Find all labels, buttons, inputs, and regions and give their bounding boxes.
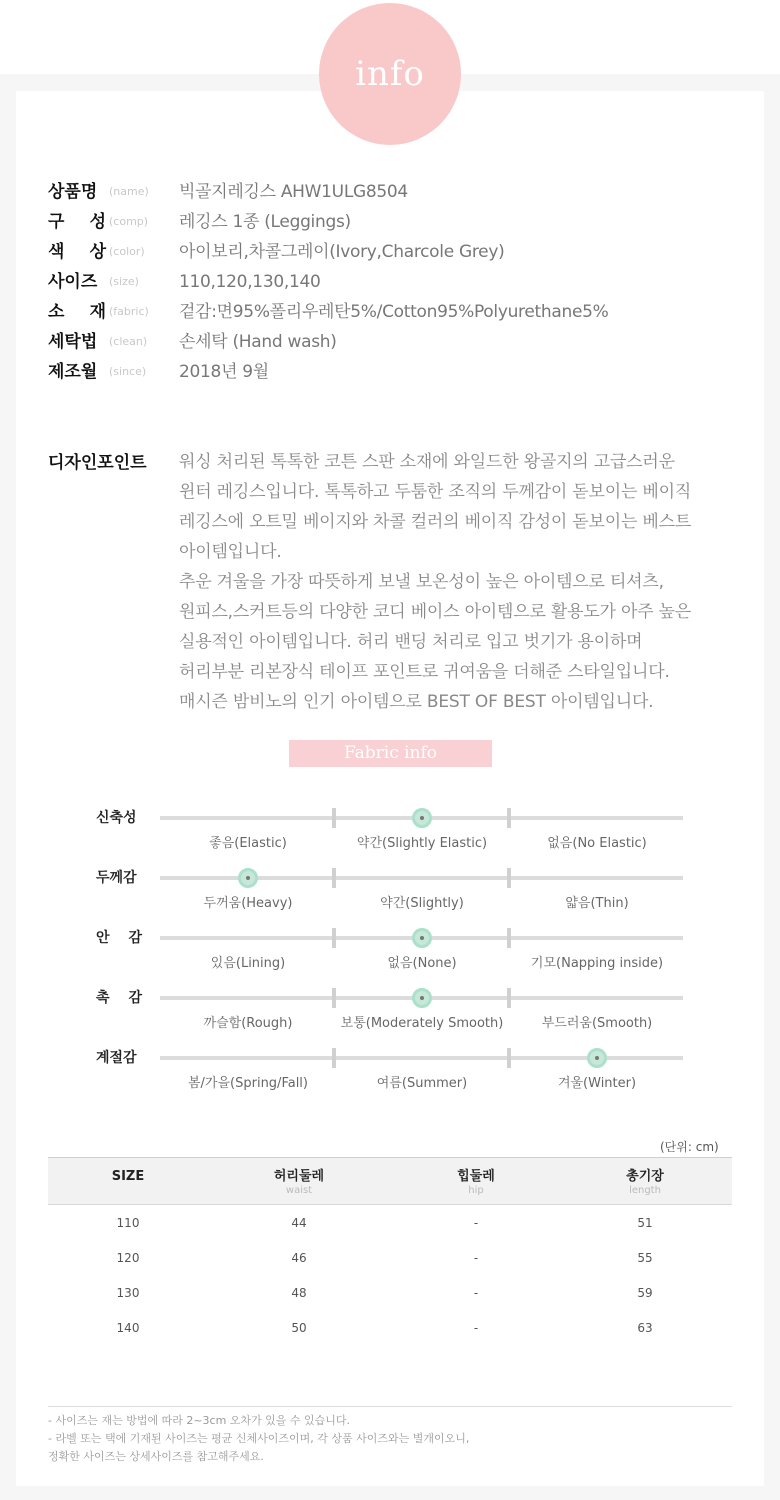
fabric-scale-divider <box>507 808 511 828</box>
fabric-scale-row <box>0 1050 780 1106</box>
info-label <box>48 298 106 326</box>
fabric-scale-option: 봄/가을(Spring/Fall) <box>187 1076 308 1091</box>
table-cell: 48 <box>291 1286 307 1300</box>
table-cell: 44 <box>291 1216 307 1230</box>
design-point-line: 윈터 레깅스입니다. 톡톡하고 두툼한 조직의 두께감이 돋보이는 베이직 <box>179 482 692 502</box>
fabric-scale-divider <box>507 868 511 888</box>
fabric-scale-option: 부드러움(Smooth) <box>541 1016 653 1031</box>
fabric-scale-divider <box>507 988 511 1008</box>
info-sub-label: (clean) <box>109 335 148 348</box>
table-cell: - <box>473 1286 479 1300</box>
info-label: 상품명 <box>48 182 98 202</box>
fabric-scale-indicator <box>587 1048 607 1068</box>
header-label: SIZE <box>111 1169 145 1184</box>
fabric-scale-label: 두께감 <box>96 870 137 886</box>
info-sub-label: (size) <box>109 275 139 288</box>
fabric-scale-option: 까슬함(Rough) <box>203 1016 293 1031</box>
label-part: 색 <box>48 242 65 262</box>
fabric-scale-option: 없음(None) <box>387 956 457 971</box>
note-line: - 사이즈는 재는 방법에 따라 2~3cm 오차가 있을 수 있습니다. <box>48 1414 351 1427</box>
fabric-scale-divider <box>332 928 336 948</box>
fabric-scale-option: 좋음(Elastic) <box>209 836 287 851</box>
design-point-line: 레깅스에 오트밀 베이지와 차콜 컬러의 베이직 감성이 돋보이는 베스트 <box>179 512 692 532</box>
label-part: 감 <box>128 990 142 1006</box>
size-table <box>48 1157 732 1345</box>
fabric-info-title: Fabric info <box>289 740 492 767</box>
fabric-scale-indicator <box>412 988 432 1008</box>
fabric-scale-divider <box>332 1048 336 1068</box>
fabric-scale-option: 겨울(Winter) <box>557 1076 637 1091</box>
table-cell: - <box>473 1321 479 1335</box>
table-cell: 46 <box>291 1251 307 1265</box>
header-sub-label: length <box>629 1185 661 1196</box>
design-point-text <box>179 448 749 718</box>
size-unit: (단위: cm) <box>660 1140 719 1154</box>
info-value: 110,120,130,140 <box>179 272 321 292</box>
label-part: 안 <box>96 930 110 946</box>
info-value: 빅골지레깅스 AHW1ULG8504 <box>179 182 408 202</box>
header-label: 힙둘레 <box>457 1169 495 1184</box>
design-point-title: 디자인포인트 <box>48 453 147 473</box>
fabric-scale-option: 없음(No Elastic) <box>547 836 647 851</box>
label-part: 재 <box>89 302 106 322</box>
header-sub-label: waist <box>285 1185 313 1196</box>
fabric-scale-option: 기모(Napping inside) <box>530 956 664 971</box>
fabric-scale-divider <box>507 928 511 948</box>
table-row <box>48 1310 732 1345</box>
table-cell: 59 <box>637 1286 653 1300</box>
design-point-line: 아이템입니다. <box>179 542 282 562</box>
label-part: 성 <box>89 212 106 232</box>
fabric-scale-option: 약간(Slightly) <box>380 896 464 911</box>
table-cell: 130 <box>116 1286 140 1300</box>
info-value: 2018년 9월 <box>179 362 269 382</box>
info-label: 제조월 <box>48 362 98 382</box>
info-sub-label: (comp) <box>109 215 149 228</box>
info-label: 세탁법 <box>48 332 98 352</box>
fabric-scale-option: 보통(Moderately Smooth) <box>340 1016 504 1031</box>
size-table-header-cell <box>565 1169 725 1197</box>
table-row <box>48 1240 732 1275</box>
table-cell: 110 <box>116 1216 140 1230</box>
design-point-line: 매시즌 밤비노의 인기 아이템으로 BEST OF BEST 아이템입니다. <box>179 692 654 712</box>
label-part: 구 <box>48 212 65 232</box>
size-table-header-cell <box>48 1169 208 1185</box>
fabric-scale-option: 있음(Lining) <box>210 956 286 971</box>
size-table-header-cell <box>219 1169 379 1197</box>
fabric-scale-row <box>0 870 780 926</box>
label-part: 소 <box>48 302 65 322</box>
info-value: 손세탁 (Hand wash) <box>179 332 337 352</box>
info-sub-label: (color) <box>109 245 145 258</box>
table-cell: 50 <box>291 1321 307 1335</box>
table-cell: 63 <box>637 1321 653 1335</box>
size-table-header <box>48 1157 732 1205</box>
note-line: - 라벨 또는 택에 기재된 사이즈는 평균 신체사이즈이며, 각 상품 사이즈와는 별개이오니, <box>48 1432 470 1445</box>
table-row <box>48 1205 732 1240</box>
header-sub-label: hip <box>468 1185 484 1196</box>
fabric-scale-label <box>96 987 142 1007</box>
size-table-header-cell <box>396 1169 556 1197</box>
fabric-scale-option: 얇음(Thin) <box>565 896 629 911</box>
fabric-scale-option: 약간(Slightly Elastic) <box>356 836 488 851</box>
table-cell: 51 <box>637 1216 653 1230</box>
info-value: 레깅스 1종 (Leggings) <box>179 212 351 232</box>
fabric-scale-label: 신축성 <box>96 810 137 826</box>
fabric-scale-row <box>0 930 780 986</box>
fabric-scale-divider <box>507 1048 511 1068</box>
fabric-scale-divider <box>332 808 336 828</box>
fabric-scale-indicator <box>412 928 432 948</box>
fabric-scale-row <box>0 810 780 866</box>
notes-divider <box>48 1406 732 1407</box>
label-part: 감 <box>128 930 142 946</box>
design-point-line: 추운 겨울을 가장 따뜻하게 보낼 보온성이 높은 아이템으로 티셔츠, <box>179 572 664 592</box>
info-label <box>48 238 106 266</box>
table-cell: - <box>473 1216 479 1230</box>
fabric-scale-indicator <box>238 868 258 888</box>
info-sub-label: (name) <box>109 185 149 198</box>
table-row <box>48 1275 732 1310</box>
fabric-scale-divider <box>332 868 336 888</box>
fabric-scale-divider <box>332 988 336 1008</box>
info-label <box>48 208 106 236</box>
table-cell: 140 <box>116 1321 140 1335</box>
fabric-scale-option: 여름(Summer) <box>376 1076 468 1091</box>
design-point-line: 허리부분 리본장식 테이프 포인트로 귀여움을 더해준 스타일입니다. <box>179 662 670 682</box>
design-point-line: 원피스,스커트등의 다양한 코디 베이스 아이템으로 활용도가 아주 높은 <box>179 602 692 622</box>
fabric-scale-label: 계절감 <box>96 1050 137 1066</box>
design-point-line: 실용적인 아이템입니다. 허리 밴딩 처리로 입고 벗기가 용이하며 <box>179 632 643 652</box>
info-label: 사이즈 <box>48 272 98 292</box>
info-sub-label: (fabric) <box>109 305 149 318</box>
fabric-scale-indicator <box>412 808 432 828</box>
fabric-scale-row <box>0 990 780 1046</box>
info-value: 겉감:면95%폴리우레탄5%/Cotton95%Polyurethane5% <box>179 302 609 322</box>
info-value: 아이보리,차콜그레이(Ivory,Charcole Grey) <box>179 242 505 262</box>
info-badge: info <box>319 3 461 145</box>
fabric-scale-label <box>96 927 142 947</box>
header-label: 허리둘레 <box>273 1169 325 1184</box>
label-part: 상 <box>89 242 106 262</box>
design-point-line: 워싱 처리된 톡톡한 코튼 스판 소재에 와일드한 왕골지의 고급스러운 <box>179 452 675 472</box>
header-label: 총기장 <box>626 1169 664 1184</box>
label-part: 촉 <box>96 990 110 1006</box>
info-sub-label: (since) <box>109 365 147 378</box>
fabric-scale-option: 두꺼움(Heavy) <box>203 896 293 911</box>
size-notes <box>48 1412 748 1466</box>
table-cell: 55 <box>637 1251 653 1265</box>
table-cell: - <box>473 1251 479 1265</box>
note-line: 정확한 사이즈는 상세사이즈를 참고해주세요. <box>48 1450 264 1463</box>
table-cell: 120 <box>116 1251 140 1265</box>
